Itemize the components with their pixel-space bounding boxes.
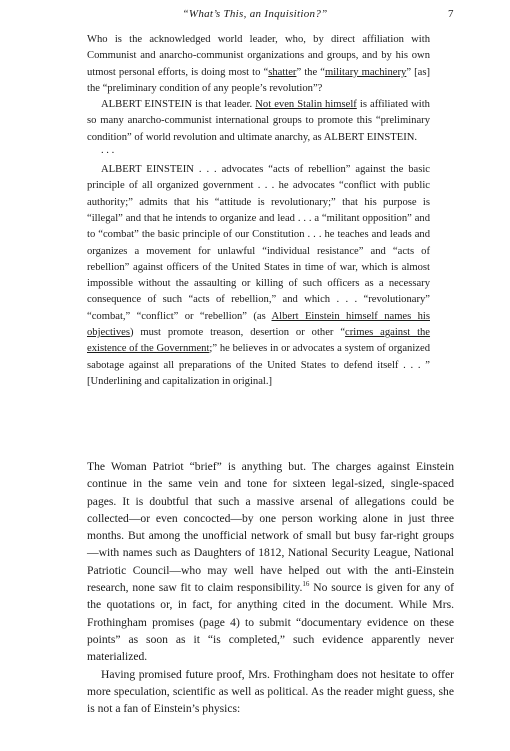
block-quote: [87, 32, 430, 390]
quote-paragraph-2: ALBERT EINSTEIN is that leader. Not even Stalin himself is affiliated with so many anarcho-communist international groups to promote this “preliminary condition” of world revolution and ultimate anarchy, as ALBERT EINSTEIN.: [87, 99, 430, 143]
quote-paragraph-1: Who is the acknowledged world leader, who, by direct affiliation with Communist and anarcho-communist organizations and groups, and by his own utmost personal efforts, is doing most to “shatter” the “military machinery” [as] the “preliminary condition of any people’s revolution”?: [87, 34, 430, 94]
underlined-text: military machinery: [324, 66, 407, 78]
body-paragraph-1: The Woman Patriot “brief” is anything but. The charges against Einstein continue in the same vein and tone for sixteen legal-sized, single-spaced pages. It is doubtful that such a massive arsenal of allegations could be collected—or even concocted—by one person working alone in just three months. But among the unofficial network of small but busy far-right groups—with names such as Daughters of 1812, National Security League, National Patriotic Council—who may well have helped out with the anti-Einstein research, none saw fit to claim responsibility.$^{16}$ No source is given for any of the quotations or, in fact, for anything cited in the document. While Mrs. Frothingham promises (page 4) to submit “documentary evidence on these points” as soon as it “is completed,” such evidence apparently never materialized.: [87, 460, 455, 664]
underlined-text: crimes against the existence of the Government: [87, 327, 431, 355]
quote-paragraph-3: ALBERT EINSTEIN . . . advocates “acts of rebellion” against the basic principle of all organized government . . . he advocates “conflict with public authority;” admits that his “attitude is revolutionary;” that his purpose is “illegal” and that he intends to organize and lead . . . a “militant opposition” and to “combat” the basic principle of our Constitution . . . he teaches and leads and organizes a movement for unlawful “individual resistance” and “acts of rebellion” against officers of the United States in time of war, which is almost impossible without the assaulting or killing of such officers as a necessary consequence of such “acts of rebellion,” and which . . . “revolutionary” “combat,” “conflict” or “rebellion” (as Albert Einstein himself names his objectives) must promote treason, desertion or other “crimes against the existence of the Government;” he believes in or advocates a system of organized sabotage against all preparations of the United States to defend itself . . . ” [Underlining and capitalization in original.]: [87, 164, 431, 387]
page-number: 7: [448, 8, 454, 20]
body-text: [87, 458, 454, 717]
quote-ellipsis: . . .: [101, 145, 115, 157]
running-title: “What’s This, an Inquisition?”: [182, 8, 328, 20]
footnote-marker: 16: [302, 580, 310, 589]
underlined-text: shatter: [268, 66, 297, 78]
underlined-text: Albert Einstein himself names his objectives: [87, 310, 430, 339]
underlined-text: Not even Stalin himself: [255, 99, 357, 111]
body-paragraph-2: Having promised future proof, Mrs. Frothingham does not hesitate to offer more speculation, scientific as well as political. As the reader might guess, she is not a fan of Einstein’s physics:: [87, 667, 454, 716]
